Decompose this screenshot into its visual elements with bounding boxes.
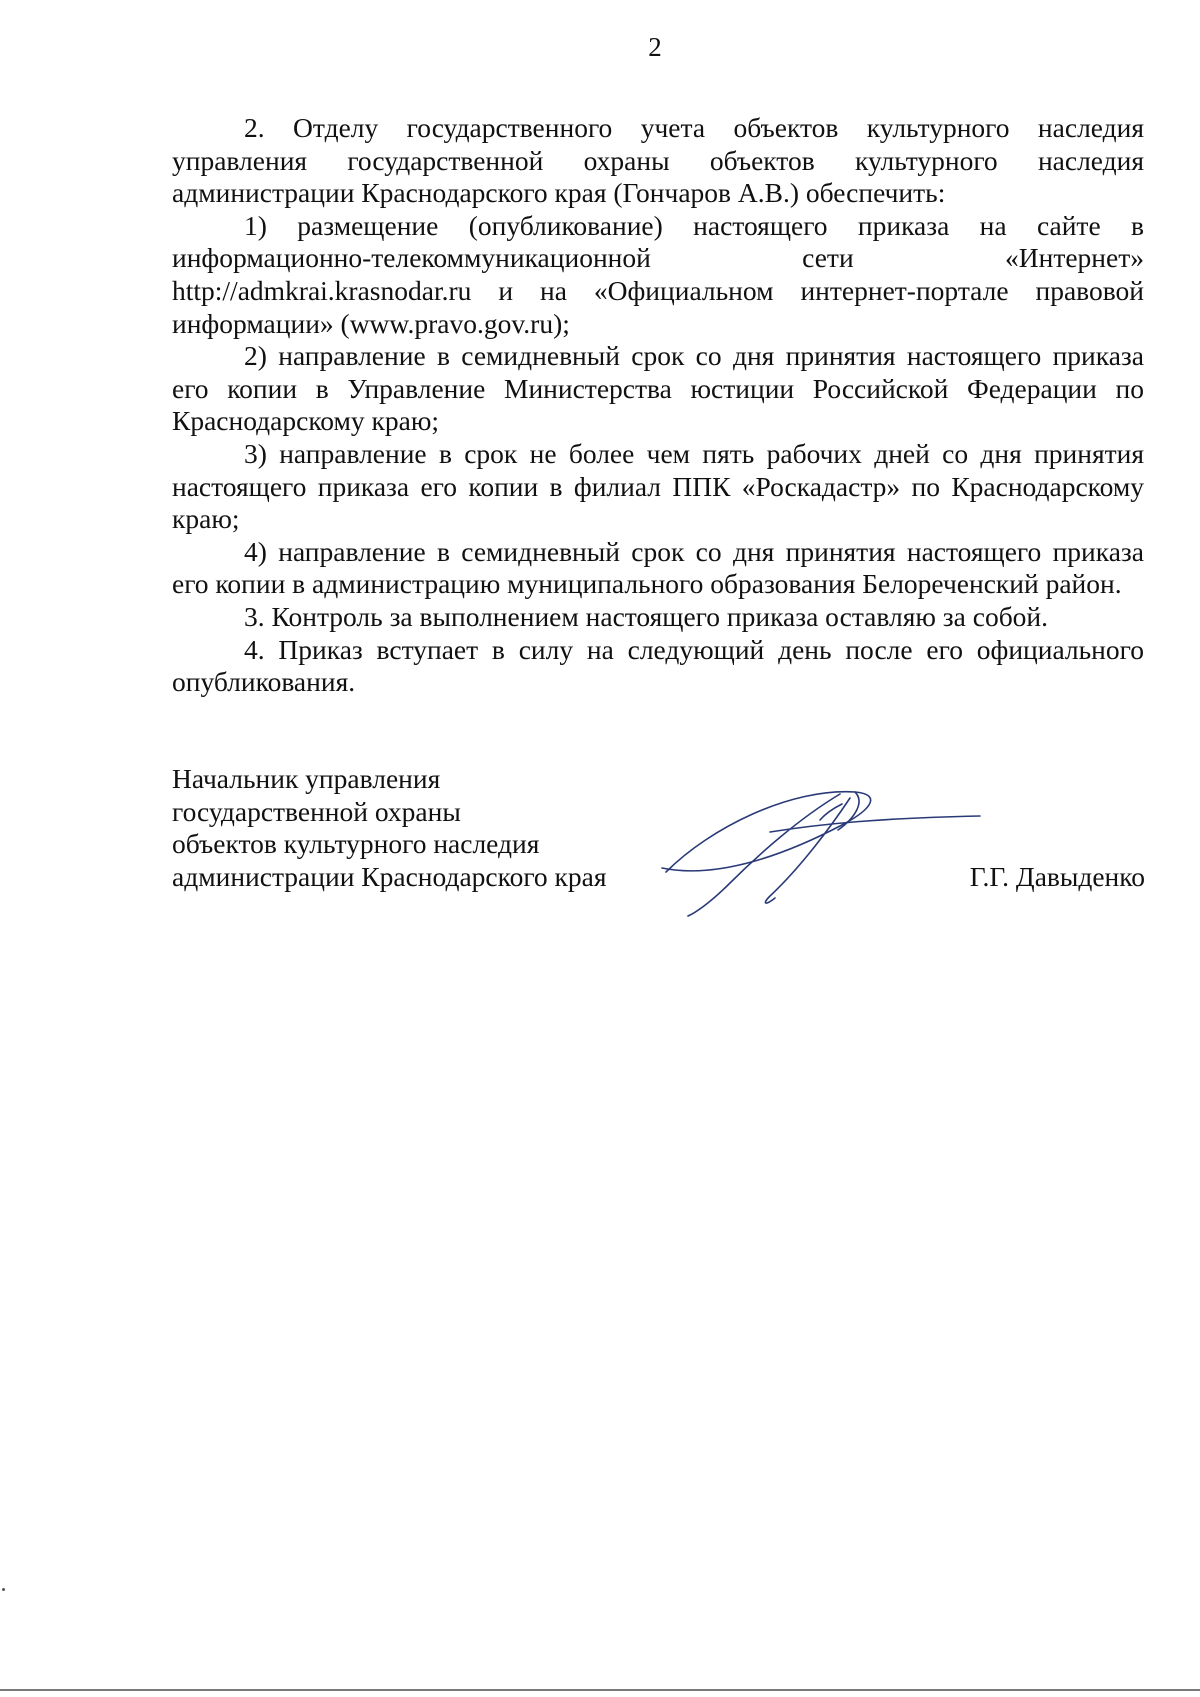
signer-name: Г.Г. Давыденко <box>969 861 1145 892</box>
handwritten-signature <box>650 768 1010 918</box>
position-line: администрации Краснодарского края <box>172 860 607 892</box>
page-bottom-edge <box>0 1689 1200 1691</box>
page-number: 2 <box>648 32 662 62</box>
paragraph-item-2: 2. Отделу государственного учета объектов культурного наследия управления государственной охраны объектов культурного наследия администрации Краснодарского края (Гончаров А.В.) обеспечить: <box>172 112 1144 209</box>
document-body <box>172 112 1144 699</box>
position-line: государственной охраны <box>172 795 461 827</box>
paragraph-subitem-2: 2) направление в семидневный срок со дня принятия настоящего приказа его копии в Управление Министерства юстиции Российской Федерации по Краснодарскому краю; <box>172 340 1144 437</box>
signatory-position <box>172 763 607 893</box>
paragraph-item-3: 3. Контроль за выполнением настоящего приказа оставляю за собой. <box>244 600 1049 632</box>
position-line: объектов культурного наследия <box>172 828 540 860</box>
position-line: Начальник управления <box>172 763 441 794</box>
paragraph-subitem-1: 1) размещение (опубликование) настоящего приказа на сайте в информационно-телекоммуникационной сети «Интернет» http://admkrai.krasnodar.ru и на «Официальном интернет-портале правовой информации» (www.pravo.gov.ru); <box>172 209 1144 339</box>
scan-artifact <box>2 1588 5 1591</box>
paragraph-subitem-4: 4) направление в семидневный срок со дня принятия настоящего приказа его копии в администрацию муниципального образования Белореченский район. <box>172 535 1144 600</box>
paragraph-item-4: 4. Приказ вступает в силу на следующий день после его официального опубликования. <box>172 633 1144 698</box>
paragraph-subitem-3: 3) направление в срок не более чем пять рабочих дней со дня принятия настоящего приказа его копии в филиал ППК «Роскадастр» по Краснодарскому краю; <box>172 437 1144 535</box>
